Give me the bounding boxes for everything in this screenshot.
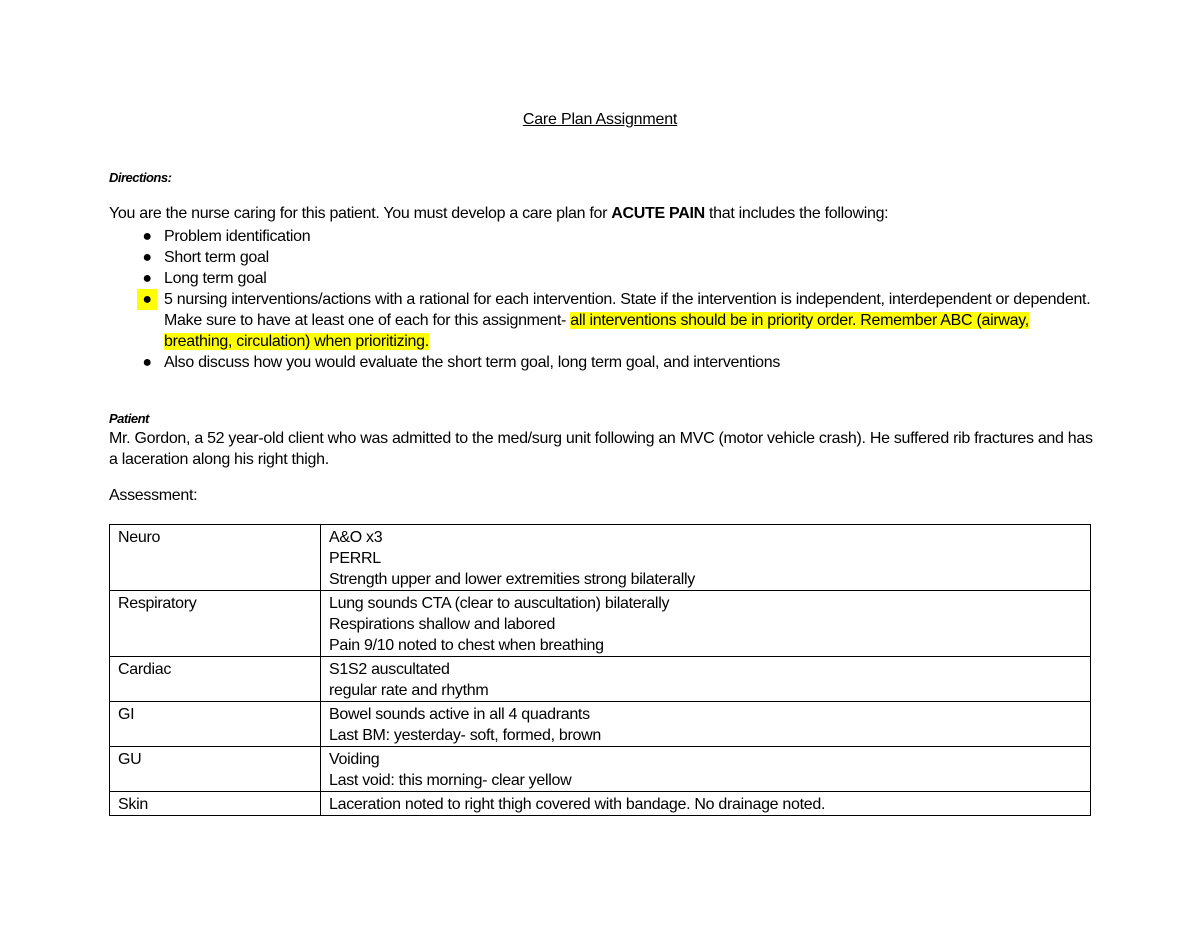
table-row	[110, 702, 1091, 747]
bullet-icon: ●	[142, 354, 152, 371]
finding-line: S1S2 auscultated	[329, 661, 450, 678]
finding-line: Respirations shallow and labored	[329, 616, 556, 633]
system-cell: GU	[110, 747, 321, 792]
table-row	[110, 792, 1091, 816]
table-row	[110, 591, 1091, 657]
findings-cell	[321, 591, 1091, 657]
finding-line: Bowel sounds active in all 4 quadrants	[329, 706, 590, 723]
list-item-text: Short term goal	[164, 249, 269, 266]
finding-line: A&O x3	[329, 529, 383, 546]
list-item	[109, 289, 1099, 352]
table-row	[110, 525, 1091, 591]
table-row	[110, 657, 1091, 702]
intro-bold-topic: ACUTE PAIN	[611, 205, 705, 222]
list-item-text: 5 nursing interventions/actions with a rational for each intervention. State if the intervention is independent, interdependent or dependent. Make sure to have at least one of each for this assignment-	[164, 291, 1091, 329]
finding-line: Voiding	[329, 751, 380, 768]
finding-line: Last void: this morning- clear yellow	[329, 772, 572, 789]
patient-description: Mr. Gordon, a 52 year-old client who was admitted to the med/surg unit following an MVC (motor vehicle crash). He suffered rib fractures and has a laceration along his right thigh.	[109, 430, 1093, 468]
table-row	[110, 747, 1091, 792]
system-cell: GI	[110, 702, 321, 747]
directions-label: Directions:	[109, 170, 172, 185]
bullet-icon: ●	[142, 228, 152, 245]
bullet-icon: ●	[142, 270, 152, 287]
findings-cell	[321, 525, 1091, 591]
list-item	[109, 226, 1099, 247]
system-cell: Cardiac	[110, 657, 321, 702]
list-item-text: Long term goal	[164, 270, 267, 287]
finding-line: regular rate and rhythm	[329, 682, 489, 699]
patient-label: Patient	[109, 411, 149, 426]
list-item	[109, 247, 1099, 268]
bullet-icon: ●	[142, 249, 152, 266]
requirements-list	[109, 226, 1099, 373]
finding-line: PERRL	[329, 550, 381, 567]
system-cell: Respiratory	[110, 591, 321, 657]
finding-line: Laceration noted to right thigh covered with bandage. No drainage noted.	[329, 796, 826, 813]
intro-text-before: You are the nurse caring for this patient. You must develop a care plan for	[109, 205, 612, 222]
list-item	[109, 268, 1099, 289]
findings-cell	[321, 702, 1091, 747]
finding-line: Strength upper and lower extremities strong bilaterally	[329, 571, 695, 588]
intro-paragraph	[109, 205, 888, 223]
findings-cell	[321, 657, 1091, 702]
finding-line: Lung sounds CTA (clear to auscultation) bilaterally	[329, 595, 670, 612]
findings-cell	[321, 792, 1091, 816]
list-item-text: Problem identification	[164, 228, 311, 245]
assessment-table	[109, 524, 1091, 816]
bullet-icon: ●	[137, 289, 157, 310]
findings-cell	[321, 747, 1091, 792]
intro-text-after: that includes the following:	[704, 205, 889, 222]
list-item	[109, 352, 1099, 373]
highlighted-text: all interventions should be in priority order. Remember ABC (airway, breathing, circulation) when prioritizing.	[164, 312, 1029, 350]
finding-line: Last BM: yesterday- soft, formed, brown	[329, 727, 601, 744]
system-cell: Neuro	[110, 525, 321, 591]
system-cell: Skin	[110, 792, 321, 816]
page-title: Care Plan Assignment	[522, 111, 678, 128]
assessment-label: Assessment:	[109, 487, 198, 504]
list-item-text: Also discuss how you would evaluate the short term goal, long term goal, and interventions	[164, 354, 781, 371]
finding-line: Pain 9/10 noted to chest when breathing	[329, 637, 604, 654]
